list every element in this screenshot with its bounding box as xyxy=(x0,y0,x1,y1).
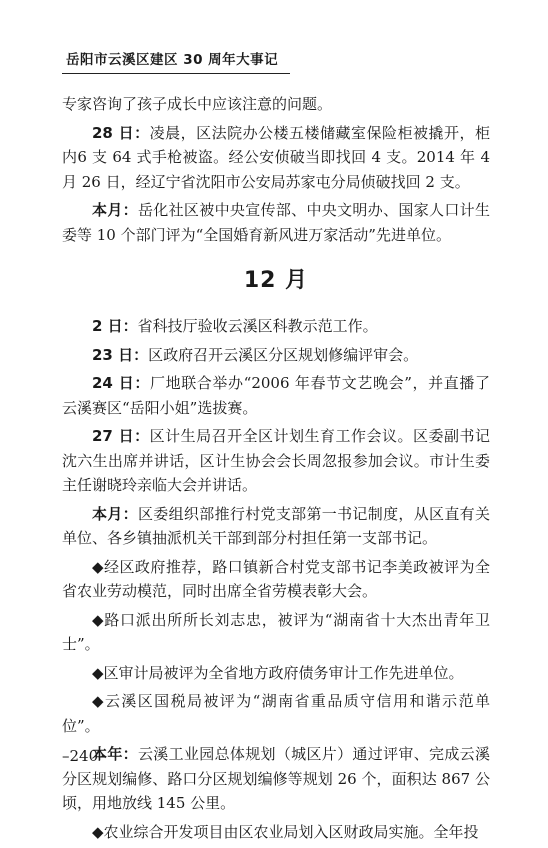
entry-text: 区政府召开云溪区分区规划修编评审会。 xyxy=(148,345,419,364)
paragraph-continued xyxy=(62,92,490,117)
entry-this-year xyxy=(62,742,490,816)
bullet-text: ◆云溪区国税局被评为“湖南省重品质守信用和谐示范单位”。 xyxy=(62,692,490,735)
entry-dec-23 xyxy=(62,343,490,368)
entry-dec-this-month xyxy=(62,502,490,551)
entry-date-label: 本年： xyxy=(92,745,138,763)
header-rule xyxy=(62,73,290,74)
section-heading-december: 12 月 xyxy=(243,268,309,293)
bullet-item xyxy=(62,661,490,686)
entry-text: 厂地联合举办“2006 年春节文艺晚会”，并直播了云溪赛区“岳阳小姐”选拔赛。 xyxy=(62,374,490,417)
bullet-text: ◆农业综合开发项目由区农业局划入区财政局实施。全年投 xyxy=(92,822,479,841)
entry-date-label: 本月： xyxy=(92,201,138,219)
entry-text: 凌晨，区法院办公楼五楼储藏室保险柜被撬开，柜内6 支 64 式手枪被盗。经公安侦破当即找回 4 支。2014 年 4 月 26 日，经辽宁省沈阳市公安局苏家屯分局侦破找回 2 支。 xyxy=(62,123,490,191)
bullet-item xyxy=(62,689,490,738)
entry-date-label: 本月： xyxy=(92,504,138,523)
entry-this-month xyxy=(62,198,490,247)
bullet-text: ◆区审计局被评为全省地方政府债务审计工作先进单位。 xyxy=(92,663,464,682)
entry-28 xyxy=(62,121,490,195)
entry-date-label: 28 日： xyxy=(92,123,150,142)
entry-text: 岳化社区被中央宣传部、中央文明办、国家人口计生委等 10 个部门评为“全国婚育新风进万家活动”先进单位。 xyxy=(62,201,490,244)
entry-text: 区委组织部推行村党支部第一书记制度，从区直有关单位、各乡镇抽派机关干部到部分村担任第一支部书记。 xyxy=(62,504,490,547)
page-number: –240– xyxy=(62,747,106,765)
bullet-item xyxy=(62,608,490,657)
entry-date-label: 24 日： xyxy=(92,374,150,392)
entry-dec-27 xyxy=(62,424,490,498)
running-header: 岳阳市云溪区建区 30 周年大事记 xyxy=(66,52,279,68)
entry-date-label: 27 日： xyxy=(92,427,150,445)
bullet-item xyxy=(62,555,490,604)
entry-text: 云溪工业园总体规划（城区片）通过评审、完成云溪分区规划编修、路口分区规划编修等规划 26 个，面积达 867 公顷，用地放线 145 公里。 xyxy=(62,745,490,812)
bullet-text: ◆路口派出所所长刘志忠，被评为“湖南省十大杰出青年卫士”。 xyxy=(62,610,490,653)
entry-date-label: 2 日： xyxy=(92,317,138,335)
paragraph-text: 专家咨询了孩子成长中应该注意的问题。 xyxy=(62,95,333,113)
bullet-text: ◆经区政府推荐，路口镇新合村党支部书记李美政被评为全省农业劳动模范，同时出席全省劳模表彰大会。 xyxy=(62,557,490,600)
entry-text: 省科技厅验收云溪区科教示范工作。 xyxy=(137,317,378,335)
entry-dec-24 xyxy=(62,371,490,420)
entry-text: 区计生局召开全区计划生育工作会议。区委副书记沈六生出席并讲话，区计生协会会长周忽报参加会议。市计生委主任谢晓玲亲临大会并讲话。 xyxy=(62,427,490,494)
page-body xyxy=(62,92,490,848)
entry-date-label: 23 日： xyxy=(92,345,149,364)
entry-dec-2 xyxy=(62,314,490,339)
bullet-item xyxy=(62,820,490,845)
